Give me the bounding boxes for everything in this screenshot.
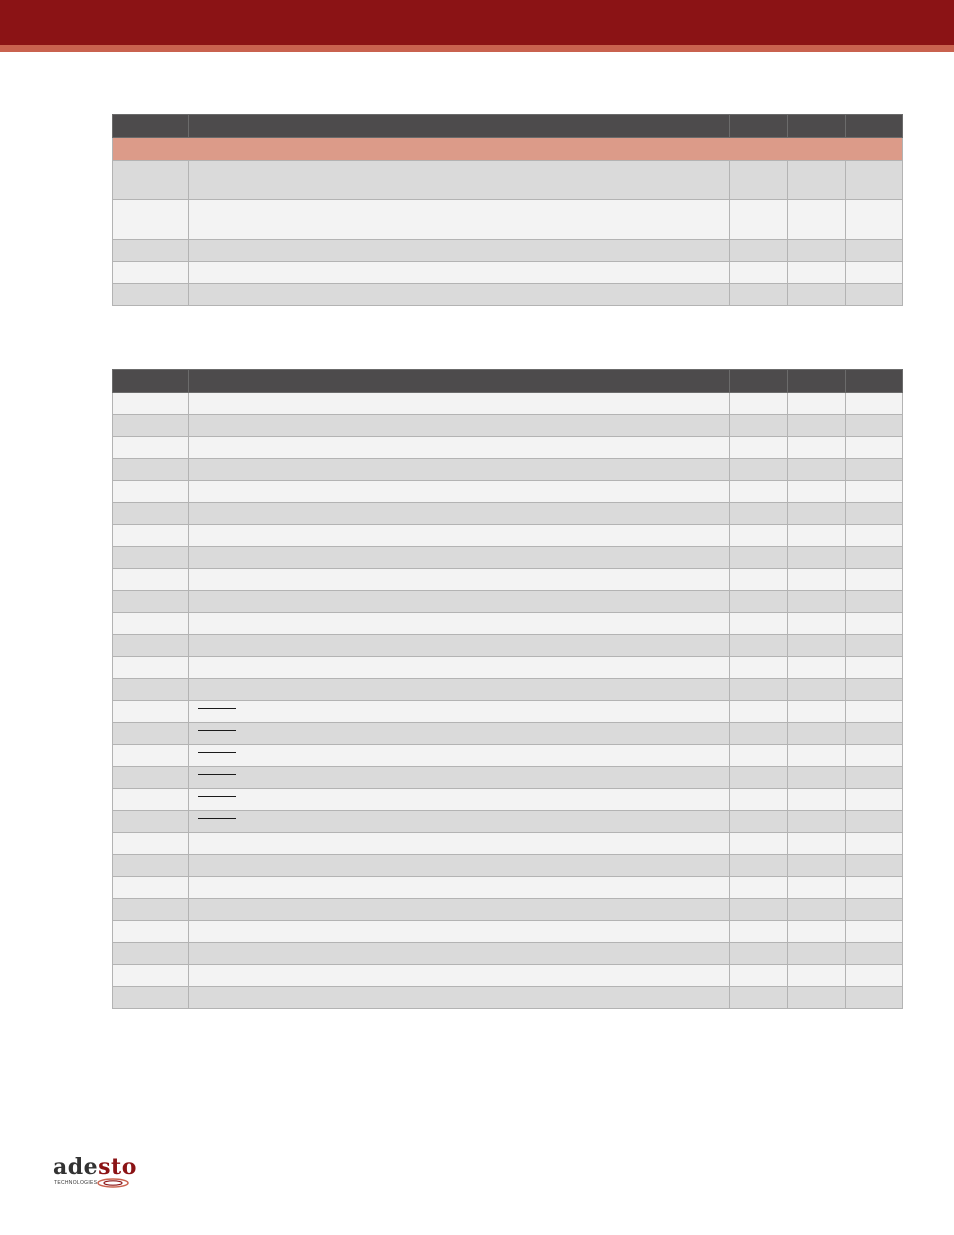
- table-cell: [189, 657, 730, 679]
- table-cell: [189, 789, 730, 811]
- table-row: [113, 613, 903, 635]
- table-row: [113, 921, 903, 943]
- table-cell: [189, 459, 730, 481]
- table-cell: [846, 284, 903, 306]
- table-row: [113, 415, 903, 437]
- table-cell: [113, 613, 189, 635]
- section-cell: [113, 138, 903, 161]
- table-cell: [113, 459, 189, 481]
- table-cell: [113, 200, 189, 240]
- swoosh-icon: [95, 1177, 131, 1189]
- table-cell: [730, 547, 788, 569]
- table-cell: [189, 767, 730, 789]
- header-cell: [846, 370, 903, 393]
- table-cell: [113, 855, 189, 877]
- table-cell: [189, 921, 730, 943]
- header-cell: [189, 370, 730, 393]
- table-cell: [846, 161, 903, 200]
- table-cell: [189, 393, 730, 415]
- table-cell: [846, 943, 903, 965]
- header-cell: [730, 115, 788, 138]
- table-cell: [846, 899, 903, 921]
- overline-mark: [198, 818, 236, 819]
- table-cell: [788, 569, 846, 591]
- table-cell: [846, 833, 903, 855]
- overline-mark: [198, 730, 236, 731]
- table-cell: [113, 657, 189, 679]
- table-cell: [788, 921, 846, 943]
- table-cell: [846, 723, 903, 745]
- table-cell: [189, 262, 730, 284]
- table-cell: [113, 284, 189, 306]
- table-cell: [846, 393, 903, 415]
- table-cell: [730, 415, 788, 437]
- table-1: [112, 114, 903, 306]
- table-cell: [189, 745, 730, 767]
- table-cell: [113, 547, 189, 569]
- table-cell: [113, 161, 189, 200]
- logo-text-part1: ade: [53, 1154, 99, 1180]
- table-row: [113, 877, 903, 899]
- table-cell: [189, 635, 730, 657]
- table-cell: [788, 657, 846, 679]
- table-cell: [846, 657, 903, 679]
- table-cell: [113, 569, 189, 591]
- table-cell: [846, 240, 903, 262]
- table-cell: [113, 811, 189, 833]
- table-cell: [113, 745, 189, 767]
- table-row: [113, 679, 903, 701]
- table-cell: [846, 987, 903, 1009]
- table-cell: [189, 569, 730, 591]
- overline-mark: [198, 774, 236, 775]
- table-row: [113, 745, 903, 767]
- table-row: [113, 899, 903, 921]
- table-cell: [189, 965, 730, 987]
- table-cell: [730, 525, 788, 547]
- table-row: [113, 789, 903, 811]
- table-cell: [846, 613, 903, 635]
- table-row: [113, 503, 903, 525]
- table-row: [113, 262, 903, 284]
- header-cell: [788, 115, 846, 138]
- overline-mark: [198, 708, 236, 709]
- table-cell: [113, 262, 189, 284]
- table-cell: [730, 679, 788, 701]
- table-row: [113, 569, 903, 591]
- table-cell: [788, 679, 846, 701]
- table-cell: [113, 877, 189, 899]
- table-cell: [730, 987, 788, 1009]
- table-row: [113, 437, 903, 459]
- table-cell: [730, 613, 788, 635]
- table-cell: [730, 833, 788, 855]
- table-cell: [788, 855, 846, 877]
- overline-mark: [198, 752, 236, 753]
- table-cell: [730, 393, 788, 415]
- header-cell: [113, 115, 189, 138]
- table-row: [113, 943, 903, 965]
- table-cell: [113, 525, 189, 547]
- table-cell: [189, 613, 730, 635]
- table-cell: [846, 547, 903, 569]
- logo-wordmark: [53, 1155, 143, 1179]
- table-cell: [846, 437, 903, 459]
- table-row: [113, 284, 903, 306]
- table-cell: [730, 284, 788, 306]
- table-cell: [113, 635, 189, 657]
- table-row: [113, 200, 903, 240]
- table-row: [113, 965, 903, 987]
- table-row: [113, 987, 903, 1009]
- table-cell: [730, 240, 788, 262]
- table-cell: [189, 240, 730, 262]
- table-cell: [113, 723, 189, 745]
- table-row: [113, 855, 903, 877]
- table-cell: [113, 899, 189, 921]
- table-cell: [189, 943, 730, 965]
- table-cell: [113, 943, 189, 965]
- table-cell: [788, 503, 846, 525]
- table-2: [112, 369, 903, 1009]
- table-cell: [189, 437, 730, 459]
- header-bar: [0, 0, 954, 45]
- table-cell: [189, 679, 730, 701]
- company-logo: [53, 1155, 143, 1191]
- table-cell: [846, 855, 903, 877]
- header-cell: [189, 115, 730, 138]
- table-cell: [788, 723, 846, 745]
- table-row: [113, 481, 903, 503]
- table-cell: [113, 833, 189, 855]
- table-cell: [113, 415, 189, 437]
- table-cell: [788, 613, 846, 635]
- table-cell: [189, 547, 730, 569]
- table-cell: [788, 767, 846, 789]
- table-cell: [788, 393, 846, 415]
- table-cell: [846, 877, 903, 899]
- table-row: [113, 833, 903, 855]
- table-row: [113, 811, 903, 833]
- table-cell: [189, 481, 730, 503]
- table-cell: [846, 569, 903, 591]
- table-cell: [189, 525, 730, 547]
- table-cell: [113, 767, 189, 789]
- table-cell: [113, 921, 189, 943]
- table-cell: [189, 701, 730, 723]
- table-cell: [113, 679, 189, 701]
- table-cell: [788, 437, 846, 459]
- table-cell: [189, 899, 730, 921]
- table-cell: [113, 789, 189, 811]
- table-cell: [846, 635, 903, 657]
- table-cell: [846, 811, 903, 833]
- table-cell: [730, 200, 788, 240]
- table-cell: [113, 965, 189, 987]
- table-cell: [189, 833, 730, 855]
- table-cell: [788, 987, 846, 1009]
- table-cell: [730, 591, 788, 613]
- table-row: [113, 635, 903, 657]
- table-cell: [189, 987, 730, 1009]
- table-row: [113, 657, 903, 679]
- table-cell: [730, 877, 788, 899]
- table-cell: [730, 657, 788, 679]
- table-row: [113, 723, 903, 745]
- table-cell: [788, 701, 846, 723]
- table-cell: [189, 503, 730, 525]
- table-cell: [730, 569, 788, 591]
- table-cell: [113, 393, 189, 415]
- table-cell: [730, 767, 788, 789]
- table-cell: [730, 437, 788, 459]
- table-cell: [846, 200, 903, 240]
- table-cell: [846, 262, 903, 284]
- table-cell: [788, 789, 846, 811]
- table-cell: [113, 987, 189, 1009]
- table-cell: [846, 415, 903, 437]
- table-cell: [846, 503, 903, 525]
- table-cell: [788, 459, 846, 481]
- table-cell: [113, 701, 189, 723]
- table-cell: [788, 591, 846, 613]
- table-cell: [730, 459, 788, 481]
- table-cell: [846, 921, 903, 943]
- table-row: [113, 393, 903, 415]
- table-cell: [788, 525, 846, 547]
- table-cell: [113, 437, 189, 459]
- table-cell: [788, 415, 846, 437]
- table-cell: [788, 284, 846, 306]
- table-header-row: [113, 115, 903, 138]
- table-cell: [113, 503, 189, 525]
- table-cell: [189, 200, 730, 240]
- table-cell: [846, 525, 903, 547]
- table-cell: [189, 161, 730, 200]
- table-cell: [788, 877, 846, 899]
- table-cell: [846, 701, 903, 723]
- table-cell: [113, 240, 189, 262]
- table-cell: [730, 965, 788, 987]
- table-header-row: [113, 370, 903, 393]
- table-cell: [113, 591, 189, 613]
- logo-tagline: TECHNOLOGIES: [54, 1180, 98, 1186]
- table-cell: [846, 679, 903, 701]
- table-cell: [730, 503, 788, 525]
- table-cell: [788, 200, 846, 240]
- table-row: [113, 547, 903, 569]
- header-cell: [730, 370, 788, 393]
- table-row: [113, 161, 903, 200]
- table-row: [113, 459, 903, 481]
- table-cell: [788, 943, 846, 965]
- table-cell: [846, 459, 903, 481]
- table-cell: [730, 723, 788, 745]
- table-cell: [846, 745, 903, 767]
- table-cell: [189, 415, 730, 437]
- table-cell: [113, 481, 189, 503]
- table-cell: [788, 899, 846, 921]
- table-cell: [846, 789, 903, 811]
- table-cell: [189, 877, 730, 899]
- section-row: [113, 138, 903, 161]
- table-cell: [730, 811, 788, 833]
- table-cell: [788, 547, 846, 569]
- table-cell: [730, 745, 788, 767]
- table-cell: [730, 701, 788, 723]
- table-cell: [189, 855, 730, 877]
- table-cell: [189, 811, 730, 833]
- table-cell: [788, 811, 846, 833]
- table-cell: [730, 855, 788, 877]
- table-row: [113, 767, 903, 789]
- table-cell: [846, 591, 903, 613]
- logo-text-part2: sto: [98, 1154, 137, 1180]
- table-row: [113, 240, 903, 262]
- table-cell: [788, 240, 846, 262]
- table-cell: [730, 161, 788, 200]
- table-row: [113, 701, 903, 723]
- table-cell: [846, 767, 903, 789]
- table-cell: [788, 161, 846, 200]
- table-cell: [730, 921, 788, 943]
- table-cell: [189, 591, 730, 613]
- table-cell: [788, 635, 846, 657]
- header-accent-stripe: [0, 45, 954, 52]
- table-cell: [788, 745, 846, 767]
- table-cell: [730, 789, 788, 811]
- table-cell: [788, 262, 846, 284]
- header-cell: [113, 370, 189, 393]
- overline-mark: [198, 796, 236, 797]
- table-cell: [788, 481, 846, 503]
- table-cell: [846, 481, 903, 503]
- header-cell: [788, 370, 846, 393]
- table-row: [113, 525, 903, 547]
- table-cell: [189, 284, 730, 306]
- table-cell: [730, 262, 788, 284]
- table-row: [113, 591, 903, 613]
- table-cell: [189, 723, 730, 745]
- table-cell: [730, 943, 788, 965]
- table-cell: [788, 965, 846, 987]
- table-cell: [846, 965, 903, 987]
- table-cell: [730, 481, 788, 503]
- table-cell: [788, 833, 846, 855]
- table-cell: [730, 899, 788, 921]
- header-cell: [846, 115, 903, 138]
- table-cell: [730, 635, 788, 657]
